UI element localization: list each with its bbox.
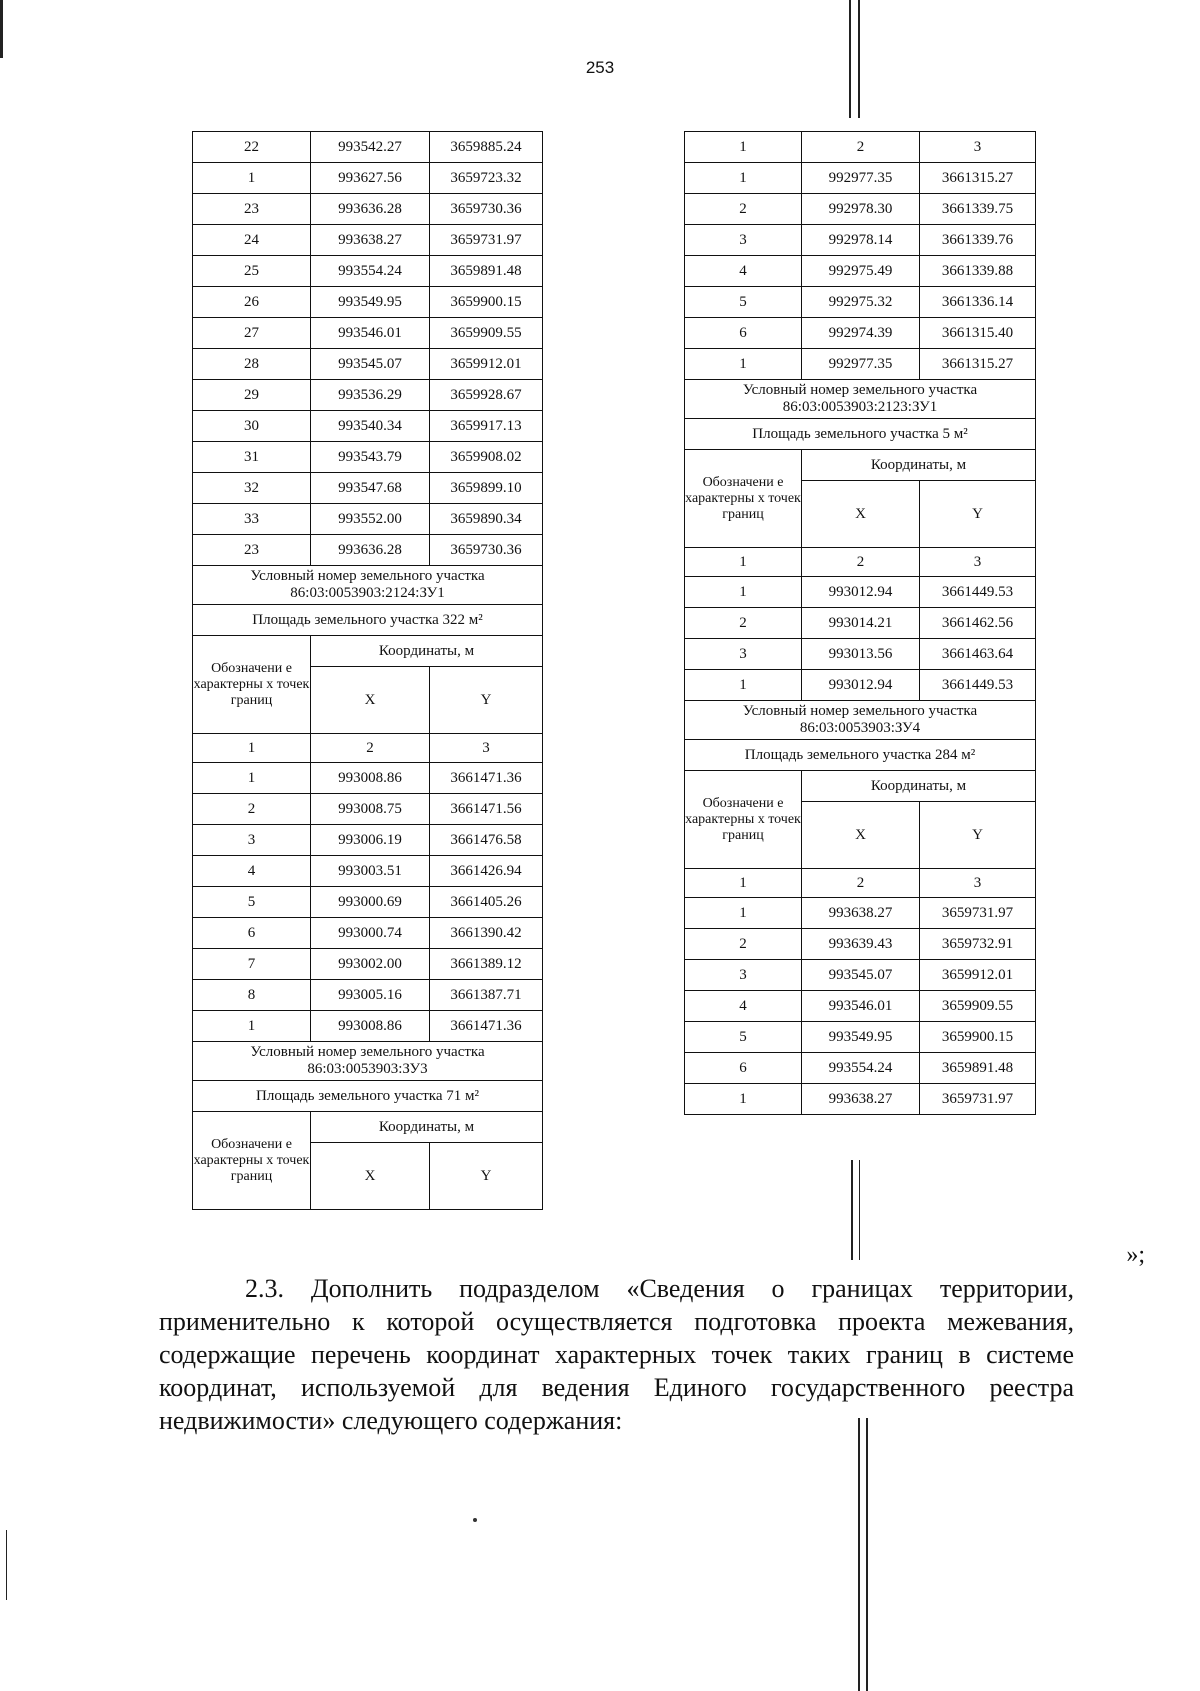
x-header: X <box>311 667 430 734</box>
table-row <box>193 605 543 636</box>
column-number-cell: 3 <box>920 548 1036 577</box>
table-row <box>193 918 543 949</box>
y-coordinate-cell: 3661336.14 <box>920 287 1036 318</box>
table-row <box>193 1112 543 1143</box>
x-coordinate-cell: 993000.74 <box>311 918 430 949</box>
table-row <box>685 898 1036 929</box>
table-row <box>685 670 1036 701</box>
table-row <box>193 132 543 163</box>
table-row <box>685 577 1036 608</box>
x-coordinate-cell: 993006.19 <box>311 825 430 856</box>
point-number-cell: 4 <box>685 991 802 1022</box>
y-coordinate-cell: 3659928.67 <box>430 380 543 411</box>
y-coordinate-cell: 3659731.97 <box>920 1084 1036 1115</box>
y-coordinate-cell: 3659732.91 <box>920 929 1036 960</box>
x-coordinate-cell: 992974.39 <box>802 318 920 349</box>
column-number-cell: 2 <box>802 132 920 163</box>
point-number-cell: 4 <box>193 856 311 887</box>
table-row <box>685 548 1036 577</box>
table-row <box>685 450 1036 481</box>
designation-header: Обозначени е характерны х точек границ <box>685 450 802 548</box>
point-number-cell: 26 <box>193 287 311 318</box>
point-number-cell: 5 <box>193 887 311 918</box>
x-header: X <box>311 1143 430 1210</box>
y-coordinate-cell: 3661315.27 <box>920 349 1036 380</box>
x-coordinate-cell: 992977.35 <box>802 349 920 380</box>
column-number-cell: 1 <box>685 132 802 163</box>
y-header: Y <box>430 1143 543 1210</box>
y-header: Y <box>430 667 543 734</box>
table-row <box>685 163 1036 194</box>
point-number-cell: 5 <box>685 1022 802 1053</box>
table-row <box>193 225 543 256</box>
x-coordinate-cell: 993012.94 <box>802 577 920 608</box>
x-coordinate-cell: 993636.28 <box>311 194 430 225</box>
point-number-cell: 2 <box>193 794 311 825</box>
y-coordinate-cell: 3659908.02 <box>430 442 543 473</box>
y-coordinate-cell: 3659899.10 <box>430 473 543 504</box>
point-number-cell: 27 <box>193 318 311 349</box>
y-coordinate-cell: 3659730.36 <box>430 535 543 566</box>
y-coordinate-cell: 3661471.56 <box>430 794 543 825</box>
table-row <box>193 442 543 473</box>
y-coordinate-cell: 3659917.13 <box>430 411 543 442</box>
designation-header: Обозначени е характерны х точек границ <box>685 771 802 869</box>
point-number-cell: 25 <box>193 256 311 287</box>
table-row <box>685 1053 1036 1084</box>
plot-area: Площадь земельного участка 71 м² <box>193 1081 543 1112</box>
x-coordinate-cell: 993545.07 <box>802 960 920 991</box>
coordinates-header: Координаты, м <box>802 771 1036 802</box>
table-row <box>193 411 543 442</box>
table-row <box>685 419 1036 450</box>
x-header: X <box>802 802 920 869</box>
point-number-cell: 1 <box>685 163 802 194</box>
column-number-cell: 1 <box>685 548 802 577</box>
table-row <box>193 887 543 918</box>
x-coordinate-cell: 993546.01 <box>802 991 920 1022</box>
x-coordinate-cell: 992977.35 <box>802 163 920 194</box>
table-row <box>685 771 1036 802</box>
point-number-cell: 6 <box>685 1053 802 1084</box>
table-row <box>193 1011 543 1042</box>
x-coordinate-cell: 993536.29 <box>311 380 430 411</box>
x-coordinate-cell: 993546.01 <box>311 318 430 349</box>
table-row <box>193 473 543 504</box>
x-coordinate-cell: 993008.75 <box>311 794 430 825</box>
table-row <box>685 349 1036 380</box>
x-coordinate-cell: 993627.56 <box>311 163 430 194</box>
y-header: Y <box>920 481 1036 548</box>
table-row <box>193 287 543 318</box>
y-coordinate-cell: 3659885.24 <box>430 132 543 163</box>
closing-quote: »; <box>1126 1242 1145 1268</box>
x-coordinate-cell: 993554.24 <box>311 256 430 287</box>
plot-number-title: Условный номер земельного участка 86:03:0053903:ЗУ4 <box>685 701 1036 740</box>
table-row <box>685 1022 1036 1053</box>
y-coordinate-cell: 3661315.27 <box>920 163 1036 194</box>
x-coordinate-cell: 993545.07 <box>311 349 430 380</box>
y-coordinate-cell: 3661405.26 <box>430 887 543 918</box>
table-row <box>685 608 1036 639</box>
x-coordinate-cell: 993002.00 <box>311 949 430 980</box>
coordinates-header: Координаты, м <box>802 450 1036 481</box>
coordinates-header: Координаты, м <box>311 636 543 667</box>
x-coordinate-cell: 993013.56 <box>802 639 920 670</box>
column-number-cell: 3 <box>920 869 1036 898</box>
table-row <box>685 991 1036 1022</box>
x-coordinate-cell: 993554.24 <box>802 1053 920 1084</box>
y-coordinate-cell: 3661463.64 <box>920 639 1036 670</box>
table-row <box>685 639 1036 670</box>
point-number-cell: 28 <box>193 349 311 380</box>
x-coordinate-cell: 993008.86 <box>311 1011 430 1042</box>
point-number-cell: 22 <box>193 132 311 163</box>
left-coordinates-table <box>192 131 543 1210</box>
table-row <box>685 929 1036 960</box>
y-coordinate-cell: 3659912.01 <box>430 349 543 380</box>
point-number-cell: 3 <box>685 639 802 670</box>
table-row <box>685 256 1036 287</box>
point-number-cell: 5 <box>685 287 802 318</box>
x-coordinate-cell: 993543.79 <box>311 442 430 473</box>
y-coordinate-cell: 3659909.55 <box>920 991 1036 1022</box>
right-coordinates-table <box>684 131 1036 1115</box>
y-coordinate-cell: 3659731.97 <box>430 225 543 256</box>
x-coordinate-cell: 992975.32 <box>802 287 920 318</box>
point-number-cell: 3 <box>193 825 311 856</box>
y-coordinate-cell: 3661339.76 <box>920 225 1036 256</box>
table-row <box>193 734 543 763</box>
table-row <box>685 701 1036 740</box>
table-row <box>193 825 543 856</box>
point-number-cell: 29 <box>193 380 311 411</box>
designation-header: Обозначени е характерны х точек границ <box>193 636 311 734</box>
y-coordinate-cell: 3661389.12 <box>430 949 543 980</box>
table-row <box>193 535 543 566</box>
binding-line <box>6 1530 7 1600</box>
table-row <box>193 504 543 535</box>
y-coordinate-cell: 3659900.15 <box>920 1022 1036 1053</box>
column-number-cell: 2 <box>802 869 920 898</box>
y-coordinate-cell: 3661315.40 <box>920 318 1036 349</box>
table-row <box>685 960 1036 991</box>
table-row <box>193 1042 543 1081</box>
plot-number-title: Условный номер земельного участка 86:03:0053903:ЗУ3 <box>193 1042 543 1081</box>
point-number-cell: 24 <box>193 225 311 256</box>
table-row <box>193 380 543 411</box>
plot-area: Площадь земельного участка 5 м² <box>685 419 1036 450</box>
column-number-cell: 2 <box>802 548 920 577</box>
point-number-cell: 1 <box>193 163 311 194</box>
table-row <box>193 349 543 380</box>
y-coordinate-cell: 3659730.36 <box>430 194 543 225</box>
x-coordinate-cell: 993636.28 <box>311 535 430 566</box>
y-coordinate-cell: 3659891.48 <box>430 256 543 287</box>
table-row <box>193 566 543 605</box>
point-number-cell: 1 <box>685 670 802 701</box>
point-number-cell: 7 <box>193 949 311 980</box>
x-coordinate-cell: 993549.95 <box>311 287 430 318</box>
binding-line <box>858 1418 860 1691</box>
table-row <box>685 318 1036 349</box>
plot-area: Площадь земельного участка 284 м² <box>685 740 1036 771</box>
point-number-cell: 8 <box>193 980 311 1011</box>
x-coordinate-cell: 993542.27 <box>311 132 430 163</box>
table-row <box>685 1084 1036 1115</box>
x-coordinate-cell: 993638.27 <box>802 898 920 929</box>
point-number-cell: 23 <box>193 535 311 566</box>
point-number-cell: 2 <box>685 929 802 960</box>
point-number-cell: 1 <box>685 577 802 608</box>
y-coordinate-cell: 3661462.56 <box>920 608 1036 639</box>
point-number-cell: 3 <box>685 225 802 256</box>
x-coordinate-cell: 993638.27 <box>802 1084 920 1115</box>
x-coordinate-cell: 993000.69 <box>311 887 430 918</box>
x-coordinate-cell: 992975.49 <box>802 256 920 287</box>
y-coordinate-cell: 3659912.01 <box>920 960 1036 991</box>
table-row <box>193 1081 543 1112</box>
point-number-cell: 30 <box>193 411 311 442</box>
binding-line <box>858 0 860 118</box>
table-row <box>193 636 543 667</box>
column-number-cell: 2 <box>311 734 430 763</box>
table-row <box>685 287 1036 318</box>
table-row <box>685 194 1036 225</box>
table-row <box>193 763 543 794</box>
point-number-cell: 6 <box>685 318 802 349</box>
y-coordinate-cell: 3661426.94 <box>430 856 543 887</box>
x-coordinate-cell: 993549.95 <box>802 1022 920 1053</box>
x-coordinate-cell: 993003.51 <box>311 856 430 887</box>
scan-dot <box>473 1518 477 1522</box>
x-coordinate-cell: 992978.30 <box>802 194 920 225</box>
y-coordinate-cell: 3661339.88 <box>920 256 1036 287</box>
binding-line <box>851 1160 853 1260</box>
point-number-cell: 3 <box>685 960 802 991</box>
point-number-cell: 1 <box>193 1011 311 1042</box>
table-row <box>685 740 1036 771</box>
binding-line <box>0 0 3 58</box>
y-coordinate-cell: 3661390.42 <box>430 918 543 949</box>
x-coordinate-cell: 992978.14 <box>802 225 920 256</box>
y-header: Y <box>920 802 1036 869</box>
table-row <box>193 794 543 825</box>
point-number-cell: 2 <box>685 194 802 225</box>
point-number-cell: 1 <box>685 898 802 929</box>
point-number-cell: 31 <box>193 442 311 473</box>
point-number-cell: 1 <box>685 1084 802 1115</box>
coordinates-header: Координаты, м <box>311 1112 543 1143</box>
column-number-cell: 3 <box>920 132 1036 163</box>
y-coordinate-cell: 3659723.32 <box>430 163 543 194</box>
binding-line <box>849 0 851 118</box>
x-header: X <box>802 481 920 548</box>
y-coordinate-cell: 3661387.71 <box>430 980 543 1011</box>
point-number-cell: 32 <box>193 473 311 504</box>
designation-header: Обозначени е характерны х точек границ <box>193 1112 311 1210</box>
x-coordinate-cell: 993012.94 <box>802 670 920 701</box>
binding-line <box>859 1160 860 1260</box>
binding-line <box>866 1418 868 1691</box>
point-number-cell: 1 <box>193 763 311 794</box>
x-coordinate-cell: 993008.86 <box>311 763 430 794</box>
y-coordinate-cell: 3659731.97 <box>920 898 1036 929</box>
table-row <box>193 194 543 225</box>
column-number-cell: 3 <box>430 734 543 763</box>
section-paragraph: 2.3. Дополнить подразделом «Сведения о границах территории, применительно к которой осуществляется подготовка проекта межевания, содержащие перечень координат характерных точек таких границ в системе координат, используемой для ведения Единого государственного реестра недвижимости» следующего содержания: <box>159 1274 1074 1435</box>
x-coordinate-cell: 993639.43 <box>802 929 920 960</box>
table-row <box>193 318 543 349</box>
page-number: 253 <box>585 58 615 77</box>
column-number-cell: 1 <box>685 869 802 898</box>
y-coordinate-cell: 3661476.58 <box>430 825 543 856</box>
point-number-cell: 33 <box>193 504 311 535</box>
table-row <box>685 380 1036 419</box>
x-coordinate-cell: 993014.21 <box>802 608 920 639</box>
table-row <box>193 163 543 194</box>
table-row <box>685 869 1036 898</box>
point-number-cell: 1 <box>685 349 802 380</box>
table-row <box>685 225 1036 256</box>
y-coordinate-cell: 3661339.75 <box>920 194 1036 225</box>
x-coordinate-cell: 993005.16 <box>311 980 430 1011</box>
y-coordinate-cell: 3661471.36 <box>430 763 543 794</box>
table-row <box>193 856 543 887</box>
plot-area: Площадь земельного участка 322 м² <box>193 605 543 636</box>
y-coordinate-cell: 3661471.36 <box>430 1011 543 1042</box>
point-number-cell: 4 <box>685 256 802 287</box>
plot-number-title: Условный номер земельного участка 86:03:0053903:2124:ЗУ1 <box>193 566 543 605</box>
point-number-cell: 6 <box>193 918 311 949</box>
column-number-cell: 1 <box>193 734 311 763</box>
plot-number-title: Условный номер земельного участка 86:03:0053903:2123:ЗУ1 <box>685 380 1036 419</box>
y-coordinate-cell: 3659909.55 <box>430 318 543 349</box>
table-row <box>193 949 543 980</box>
y-coordinate-cell: 3661449.53 <box>920 577 1036 608</box>
x-coordinate-cell: 993552.00 <box>311 504 430 535</box>
x-coordinate-cell: 993638.27 <box>311 225 430 256</box>
point-number-cell: 23 <box>193 194 311 225</box>
table-row <box>193 980 543 1011</box>
x-coordinate-cell: 993540.34 <box>311 411 430 442</box>
table-row <box>685 132 1036 163</box>
y-coordinate-cell: 3659891.48 <box>920 1053 1036 1084</box>
y-coordinate-cell: 3659900.15 <box>430 287 543 318</box>
y-coordinate-cell: 3661449.53 <box>920 670 1036 701</box>
table-row <box>193 256 543 287</box>
y-coordinate-cell: 3659890.34 <box>430 504 543 535</box>
x-coordinate-cell: 993547.68 <box>311 473 430 504</box>
point-number-cell: 2 <box>685 608 802 639</box>
